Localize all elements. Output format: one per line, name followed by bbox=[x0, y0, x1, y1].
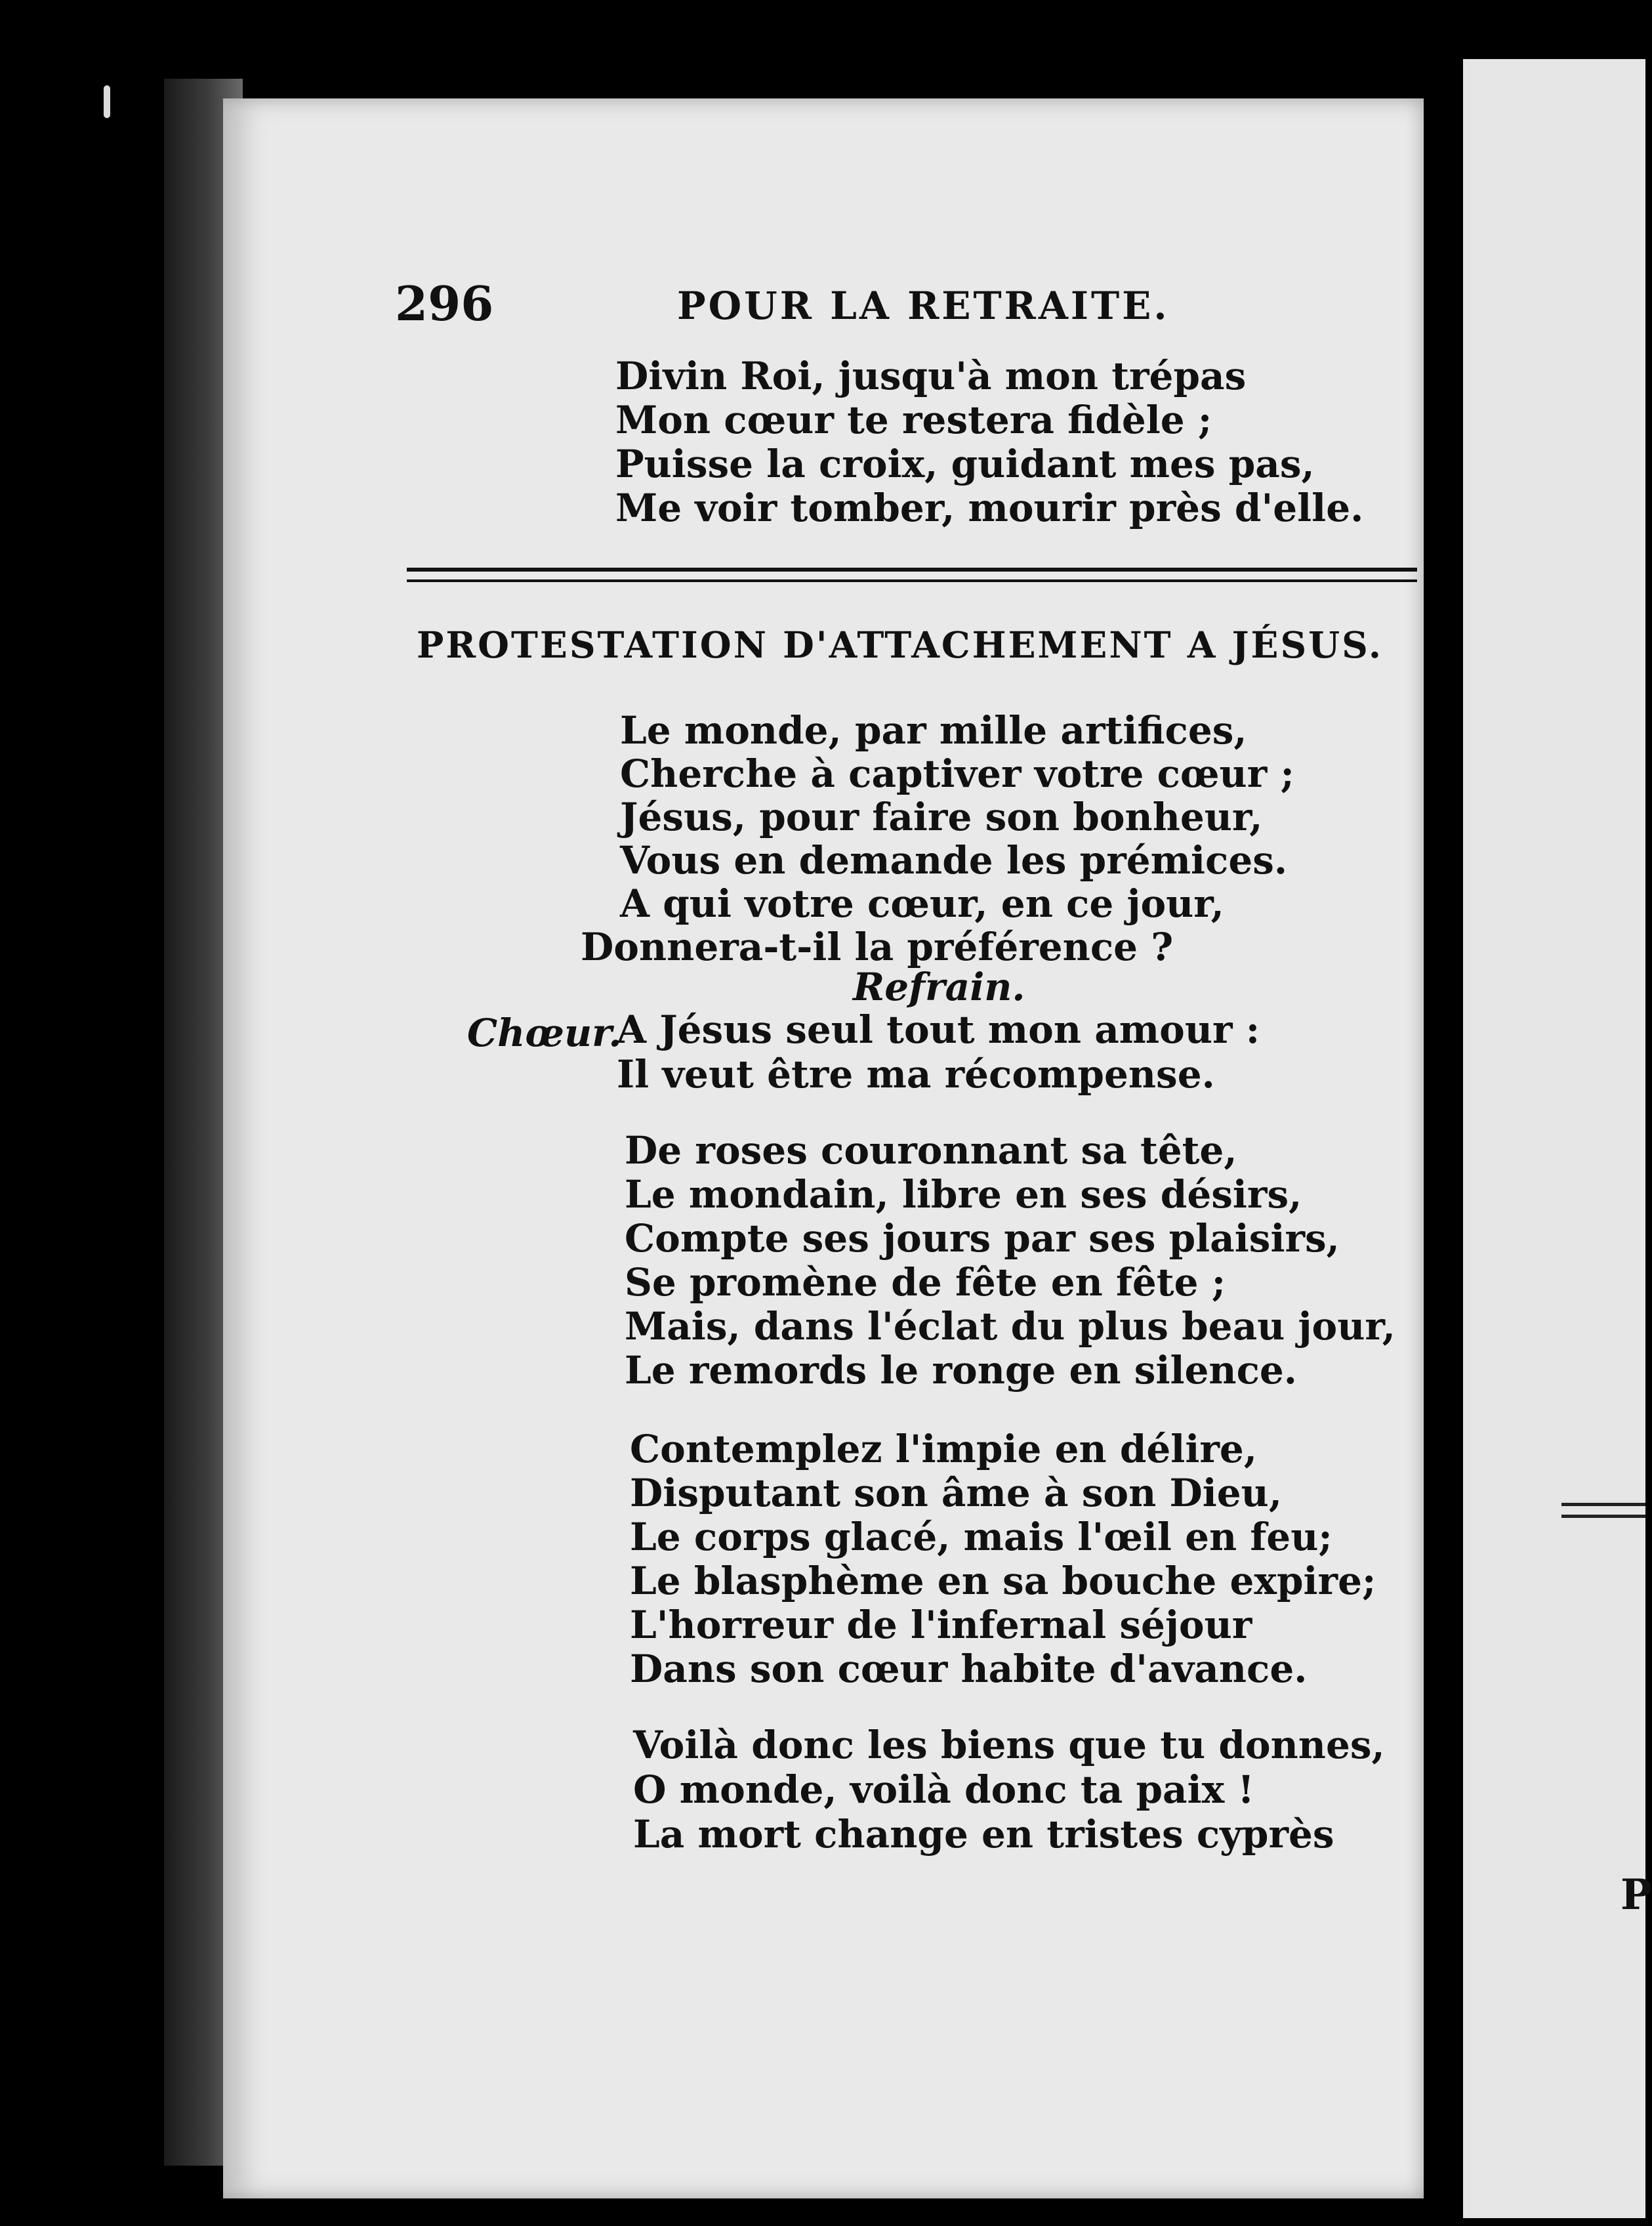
verse-line: De roses couronnant sa tête, bbox=[625, 1128, 1237, 1173]
verse-line: Disputant son âme à son Dieu, bbox=[630, 1471, 1283, 1515]
chorus bbox=[617, 1007, 1260, 1097]
verse-line: Se promène de fête en fête ; bbox=[625, 1260, 1226, 1305]
verse-line: Il veut être ma récompense. bbox=[617, 1052, 1215, 1097]
previous-stanza bbox=[615, 354, 1363, 530]
hymn-title: PROTESTATION D'ATTACHEMENT A JÉSUS. bbox=[417, 623, 1384, 666]
verse-line: Donnera-t-il la préférence ? bbox=[581, 925, 1174, 969]
verse-line: Voilà donc les biens que tu donnes, bbox=[633, 1723, 1385, 1767]
verse-line: Jésus, pour faire son bonheur, bbox=[620, 795, 1263, 839]
verse-line: Puisse la croix, guidant mes pas, bbox=[615, 442, 1315, 486]
verse-line: L'horreur de l'infernal séjour bbox=[630, 1603, 1252, 1647]
verse-line: Vous en demande les prémices. bbox=[620, 838, 1288, 883]
verse-line: Le corps glacé, mais l'œil en feu; bbox=[630, 1515, 1332, 1559]
section-divider bbox=[407, 579, 1417, 582]
verse-line: A Jésus seul tout mon amour : bbox=[617, 1007, 1260, 1052]
verse-line: Me voir tomber, mourir près d'elle. bbox=[615, 486, 1364, 530]
film-edge-mark bbox=[104, 85, 110, 118]
page-number: 296 bbox=[395, 276, 494, 331]
section-divider bbox=[407, 568, 1417, 572]
verse-line: Le mondain, libre en ses désirs, bbox=[625, 1172, 1302, 1217]
facing-page-rule bbox=[1561, 1503, 1645, 1506]
verse-line: A qui votre cœur, en ce jour, bbox=[620, 881, 1224, 926]
verse-line: La mort change en tristes cyprès bbox=[633, 1812, 1334, 1857]
stanza-2 bbox=[625, 1129, 1395, 1393]
stanza-1 bbox=[581, 708, 1294, 969]
stanza-4 bbox=[633, 1723, 1385, 1857]
verse-line: Cherche à captiver votre cœur ; bbox=[620, 751, 1294, 796]
verse-line: Divin Roi, jusqu'à mon trépas bbox=[615, 354, 1247, 398]
verse-line: Le remords le ronge en silence. bbox=[625, 1348, 1297, 1393]
running-title: POUR LA RETRAITE. bbox=[677, 284, 1170, 328]
page-header bbox=[395, 276, 1379, 348]
verse-line: Contemplez l'impie en délire, bbox=[630, 1427, 1258, 1471]
stanza-3 bbox=[630, 1427, 1376, 1691]
facing-page-rule bbox=[1561, 1515, 1645, 1518]
refrain-label: Refrain. bbox=[853, 965, 1025, 1009]
verse-line: Mais, dans l'éclat du plus beau jour, bbox=[625, 1304, 1395, 1349]
verse-line: Dans son cœur habite d'avance. bbox=[630, 1647, 1308, 1691]
chorus-label: Chœur. bbox=[467, 1011, 622, 1055]
verse-line: Le blasphème en sa bouche expire; bbox=[630, 1559, 1376, 1603]
verse-line: Mon cœur te restera fidèle ; bbox=[615, 398, 1212, 442]
facing-page-fragment: P bbox=[1621, 1870, 1652, 1920]
facing-page bbox=[1463, 59, 1652, 2218]
verse-line: Compte ses jours par ses plaisirs, bbox=[625, 1216, 1340, 1261]
verse-line: Le monde, par mille artifices, bbox=[620, 708, 1247, 753]
book-page bbox=[223, 98, 1424, 2198]
verse-line: O monde, voilà donc ta paix ! bbox=[633, 1767, 1254, 1812]
